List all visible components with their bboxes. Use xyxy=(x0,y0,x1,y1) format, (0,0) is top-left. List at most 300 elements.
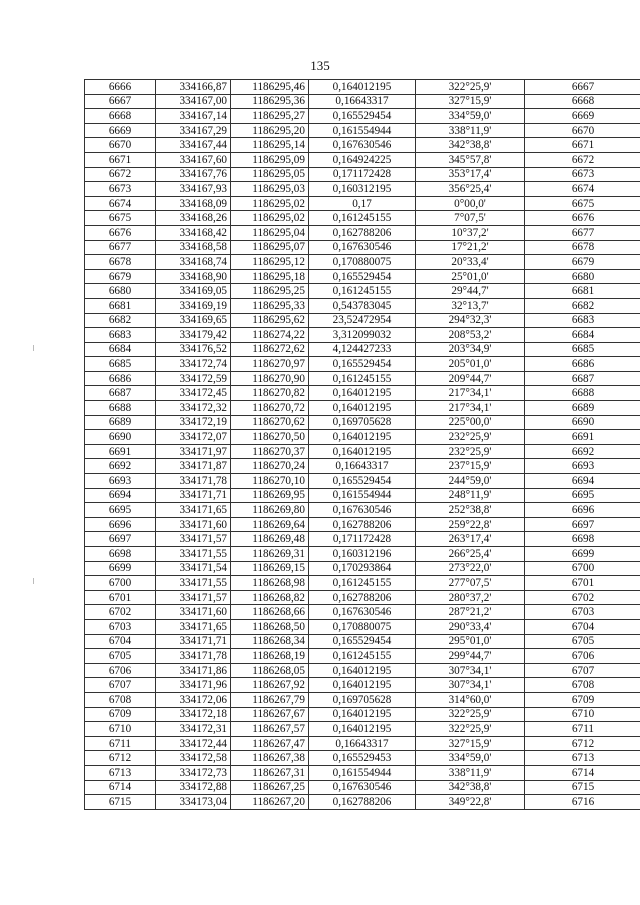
y-coordinate-cell: 1186270,90 xyxy=(231,371,309,386)
y-coordinate-cell: 1186268,82 xyxy=(231,590,309,605)
point-to-cell: 6680 xyxy=(525,269,640,284)
y-coordinate-cell: 1186272,62 xyxy=(231,342,309,357)
y-coordinate-cell: 1186270,10 xyxy=(231,474,309,489)
y-coordinate-cell: 1186269,80 xyxy=(231,503,309,518)
bearing-cell: 338°11,9' xyxy=(416,765,525,780)
point-to-cell: 6673 xyxy=(525,167,640,182)
x-coordinate-cell: 334168,26 xyxy=(156,211,231,226)
table-row xyxy=(85,722,640,737)
point-to-cell: 6701 xyxy=(525,576,640,591)
margin-mark xyxy=(33,578,34,584)
y-coordinate-cell: 1186295,20 xyxy=(231,123,309,138)
y-coordinate-cell: 1186270,72 xyxy=(231,401,309,416)
distance-cell: 0,171172428 xyxy=(309,532,416,547)
table-row xyxy=(85,678,640,693)
y-coordinate-cell: 1186295,02 xyxy=(231,211,309,226)
x-coordinate-cell: 334168,74 xyxy=(156,255,231,270)
x-coordinate-cell: 334171,60 xyxy=(156,605,231,620)
table-row xyxy=(85,284,640,299)
distance-cell: 0,165529454 xyxy=(309,269,416,284)
x-coordinate-cell: 334168,42 xyxy=(156,225,231,240)
table-row xyxy=(85,532,640,547)
table-row xyxy=(85,415,640,430)
table-row xyxy=(85,357,640,372)
x-coordinate-cell: 334171,78 xyxy=(156,474,231,489)
distance-cell: 0,167630546 xyxy=(309,503,416,518)
bearing-cell: 205°01,0' xyxy=(416,357,525,372)
bearing-cell: 209°44,7' xyxy=(416,371,525,386)
y-coordinate-cell: 1186268,98 xyxy=(231,576,309,591)
y-coordinate-cell: 1186295,62 xyxy=(231,313,309,328)
point-from-cell: 6684 xyxy=(85,342,156,357)
bearing-cell: 7°07,5' xyxy=(416,211,525,226)
distance-cell: 0,164012195 xyxy=(309,401,416,416)
bearing-cell: 280°37,2' xyxy=(416,590,525,605)
point-to-cell: 6697 xyxy=(525,517,640,532)
y-coordinate-cell: 1186295,02 xyxy=(231,196,309,211)
table-row xyxy=(85,547,640,562)
y-coordinate-cell: 1186267,47 xyxy=(231,736,309,751)
point-from-cell: 6706 xyxy=(85,663,156,678)
distance-cell: 0,171172428 xyxy=(309,167,416,182)
point-to-cell: 6672 xyxy=(525,152,640,167)
table-row xyxy=(85,138,640,153)
point-from-cell: 6687 xyxy=(85,386,156,401)
table-row xyxy=(85,342,640,357)
point-to-cell: 6693 xyxy=(525,459,640,474)
point-from-cell: 6703 xyxy=(85,619,156,634)
y-coordinate-cell: 1186295,03 xyxy=(231,182,309,197)
point-from-cell: 6711 xyxy=(85,736,156,751)
point-to-cell: 6694 xyxy=(525,474,640,489)
y-coordinate-cell: 1186268,05 xyxy=(231,663,309,678)
point-to-cell: 6676 xyxy=(525,211,640,226)
distance-cell: 0,169705628 xyxy=(309,692,416,707)
distance-cell: 0,164012195 xyxy=(309,444,416,459)
distance-cell: 0,16643317 xyxy=(309,459,416,474)
point-from-cell: 6704 xyxy=(85,634,156,649)
bearing-cell: 353°17,4' xyxy=(416,167,525,182)
distance-cell: 0,167630546 xyxy=(309,138,416,153)
bearing-cell: 0°00,0' xyxy=(416,196,525,211)
point-from-cell: 6689 xyxy=(85,415,156,430)
distance-cell: 0,164012195 xyxy=(309,722,416,737)
point-to-cell: 6670 xyxy=(525,123,640,138)
point-from-cell: 6670 xyxy=(85,138,156,153)
bearing-cell: 277°07,5' xyxy=(416,576,525,591)
distance-cell: 0,167630546 xyxy=(309,780,416,795)
coordinates-table-body xyxy=(85,80,640,810)
x-coordinate-cell: 334171,57 xyxy=(156,532,231,547)
y-coordinate-cell: 1186267,25 xyxy=(231,780,309,795)
y-coordinate-cell: 1186295,33 xyxy=(231,298,309,313)
point-to-cell: 6667 xyxy=(525,80,640,95)
distance-cell: 0,17 xyxy=(309,196,416,211)
point-from-cell: 6709 xyxy=(85,707,156,722)
x-coordinate-cell: 334171,55 xyxy=(156,576,231,591)
distance-cell: 0,165529454 xyxy=(309,357,416,372)
distance-cell: 0,161245155 xyxy=(309,576,416,591)
y-coordinate-cell: 1186274,22 xyxy=(231,328,309,343)
x-coordinate-cell: 334167,76 xyxy=(156,167,231,182)
point-from-cell: 6697 xyxy=(85,532,156,547)
point-from-cell: 6692 xyxy=(85,459,156,474)
y-coordinate-cell: 1186295,14 xyxy=(231,138,309,153)
table-row xyxy=(85,196,640,211)
y-coordinate-cell: 1186267,20 xyxy=(231,795,309,810)
bearing-cell: 314°60,0' xyxy=(416,692,525,707)
x-coordinate-cell: 334172,06 xyxy=(156,692,231,707)
point-from-cell: 6680 xyxy=(85,284,156,299)
table-row xyxy=(85,780,640,795)
point-from-cell: 6708 xyxy=(85,692,156,707)
point-from-cell: 6681 xyxy=(85,298,156,313)
y-coordinate-cell: 1186295,07 xyxy=(231,240,309,255)
point-from-cell: 6701 xyxy=(85,590,156,605)
bearing-cell: 225°00,0' xyxy=(416,415,525,430)
x-coordinate-cell: 334172,74 xyxy=(156,357,231,372)
x-coordinate-cell: 334172,19 xyxy=(156,415,231,430)
x-coordinate-cell: 334166,87 xyxy=(156,80,231,95)
x-coordinate-cell: 334171,71 xyxy=(156,634,231,649)
x-coordinate-cell: 334172,58 xyxy=(156,751,231,766)
table-row xyxy=(85,751,640,766)
bearing-cell: 342°38,8' xyxy=(416,138,525,153)
table-row xyxy=(85,692,640,707)
x-coordinate-cell: 334179,42 xyxy=(156,328,231,343)
y-coordinate-cell: 1186268,34 xyxy=(231,634,309,649)
y-coordinate-cell: 1186295,46 xyxy=(231,80,309,95)
table-row xyxy=(85,576,640,591)
x-coordinate-cell: 334168,09 xyxy=(156,196,231,211)
coordinates-table xyxy=(84,79,640,810)
point-to-cell: 6668 xyxy=(525,94,640,109)
x-coordinate-cell: 334167,60 xyxy=(156,152,231,167)
point-from-cell: 6698 xyxy=(85,547,156,562)
y-coordinate-cell: 1186268,50 xyxy=(231,619,309,634)
bearing-cell: 263°17,4' xyxy=(416,532,525,547)
point-from-cell: 6688 xyxy=(85,401,156,416)
bearing-cell: 232°25,9' xyxy=(416,444,525,459)
bearing-cell: 20°33,4' xyxy=(416,255,525,270)
x-coordinate-cell: 334172,32 xyxy=(156,401,231,416)
distance-cell: 0,162788206 xyxy=(309,517,416,532)
point-from-cell: 6674 xyxy=(85,196,156,211)
distance-cell: 0,164012195 xyxy=(309,80,416,95)
point-to-cell: 6708 xyxy=(525,678,640,693)
table-row xyxy=(85,488,640,503)
table-row xyxy=(85,167,640,182)
table-row xyxy=(85,605,640,620)
point-from-cell: 6669 xyxy=(85,123,156,138)
table-row xyxy=(85,474,640,489)
point-from-cell: 6677 xyxy=(85,240,156,255)
y-coordinate-cell: 1186295,36 xyxy=(231,94,309,109)
distance-cell: 0,164012195 xyxy=(309,663,416,678)
bearing-cell: 287°21,2' xyxy=(416,605,525,620)
x-coordinate-cell: 334167,44 xyxy=(156,138,231,153)
bearing-cell: 273°22,0' xyxy=(416,561,525,576)
y-coordinate-cell: 1186269,15 xyxy=(231,561,309,576)
x-coordinate-cell: 334171,97 xyxy=(156,444,231,459)
table-row xyxy=(85,707,640,722)
y-coordinate-cell: 1186270,37 xyxy=(231,444,309,459)
bearing-cell: 327°15,9' xyxy=(416,94,525,109)
x-coordinate-cell: 334172,45 xyxy=(156,386,231,401)
point-from-cell: 6691 xyxy=(85,444,156,459)
point-from-cell: 6710 xyxy=(85,722,156,737)
distance-cell: 0,161245155 xyxy=(309,371,416,386)
distance-cell: 0,164012195 xyxy=(309,707,416,722)
distance-cell: 0,16643317 xyxy=(309,94,416,109)
x-coordinate-cell: 334172,88 xyxy=(156,780,231,795)
x-coordinate-cell: 334171,54 xyxy=(156,561,231,576)
point-from-cell: 6667 xyxy=(85,94,156,109)
table-row xyxy=(85,765,640,780)
bearing-cell: 25°01,0' xyxy=(416,269,525,284)
y-coordinate-cell: 1186295,27 xyxy=(231,109,309,124)
bearing-cell: 208°53,2' xyxy=(416,328,525,343)
bearing-cell: 307°34,1' xyxy=(416,663,525,678)
point-to-cell: 6698 xyxy=(525,532,640,547)
y-coordinate-cell: 1186269,48 xyxy=(231,532,309,547)
x-coordinate-cell: 334171,78 xyxy=(156,649,231,664)
bearing-cell: 217°34,1' xyxy=(416,386,525,401)
point-to-cell: 6669 xyxy=(525,109,640,124)
distance-cell: 0,161245155 xyxy=(309,649,416,664)
distance-cell: 0,164012195 xyxy=(309,678,416,693)
point-from-cell: 6668 xyxy=(85,109,156,124)
y-coordinate-cell: 1186267,92 xyxy=(231,678,309,693)
y-coordinate-cell: 1186267,31 xyxy=(231,765,309,780)
x-coordinate-cell: 334169,19 xyxy=(156,298,231,313)
point-from-cell: 6672 xyxy=(85,167,156,182)
x-coordinate-cell: 334167,00 xyxy=(156,94,231,109)
point-from-cell: 6694 xyxy=(85,488,156,503)
distance-cell: 0,543783045 xyxy=(309,298,416,313)
point-to-cell: 6696 xyxy=(525,503,640,518)
point-from-cell: 6683 xyxy=(85,328,156,343)
point-to-cell: 6677 xyxy=(525,225,640,240)
bearing-cell: 259°22,8' xyxy=(416,517,525,532)
distance-cell: 0,170293864 xyxy=(309,561,416,576)
point-from-cell: 6707 xyxy=(85,678,156,693)
point-to-cell: 6695 xyxy=(525,488,640,503)
distance-cell: 0,161554944 xyxy=(309,488,416,503)
distance-cell: 0,160312195 xyxy=(309,182,416,197)
point-from-cell: 6676 xyxy=(85,225,156,240)
point-to-cell: 6679 xyxy=(525,255,640,270)
table-row xyxy=(85,225,640,240)
table-row xyxy=(85,371,640,386)
point-to-cell: 6710 xyxy=(525,707,640,722)
point-to-cell: 6678 xyxy=(525,240,640,255)
distance-cell: 0,162788206 xyxy=(309,225,416,240)
table-row xyxy=(85,313,640,328)
point-to-cell: 6690 xyxy=(525,415,640,430)
bearing-cell: 217°34,1' xyxy=(416,401,525,416)
distance-cell: 0,162788206 xyxy=(309,795,416,810)
point-to-cell: 6682 xyxy=(525,298,640,313)
x-coordinate-cell: 334171,86 xyxy=(156,663,231,678)
y-coordinate-cell: 1186270,82 xyxy=(231,386,309,401)
point-to-cell: 6700 xyxy=(525,561,640,576)
table-row xyxy=(85,94,640,109)
table-row xyxy=(85,269,640,284)
y-coordinate-cell: 1186295,12 xyxy=(231,255,309,270)
y-coordinate-cell: 1186267,57 xyxy=(231,722,309,737)
point-to-cell: 6699 xyxy=(525,547,640,562)
x-coordinate-cell: 334171,96 xyxy=(156,678,231,693)
distance-cell: 0,161245155 xyxy=(309,284,416,299)
table-row xyxy=(85,590,640,605)
y-coordinate-cell: 1186295,18 xyxy=(231,269,309,284)
bearing-cell: 299°44,7' xyxy=(416,649,525,664)
x-coordinate-cell: 334171,65 xyxy=(156,503,231,518)
distance-cell: 0,165529454 xyxy=(309,634,416,649)
x-coordinate-cell: 334172,44 xyxy=(156,736,231,751)
distance-cell: 0,165529454 xyxy=(309,109,416,124)
point-to-cell: 6674 xyxy=(525,182,640,197)
bearing-cell: 203°34,9' xyxy=(416,342,525,357)
bearing-cell: 295°01,0' xyxy=(416,634,525,649)
bearing-cell: 290°33,4' xyxy=(416,619,525,634)
bearing-cell: 349°22,8' xyxy=(416,795,525,810)
distance-cell: 0,165529453 xyxy=(309,751,416,766)
bearing-cell: 266°25,4' xyxy=(416,547,525,562)
point-from-cell: 6685 xyxy=(85,357,156,372)
point-to-cell: 6703 xyxy=(525,605,640,620)
point-from-cell: 6714 xyxy=(85,780,156,795)
point-to-cell: 6715 xyxy=(525,780,640,795)
x-coordinate-cell: 334168,90 xyxy=(156,269,231,284)
point-to-cell: 6684 xyxy=(525,328,640,343)
x-coordinate-cell: 334172,07 xyxy=(156,430,231,445)
point-to-cell: 6706 xyxy=(525,649,640,664)
y-coordinate-cell: 1186270,50 xyxy=(231,430,309,445)
point-from-cell: 6699 xyxy=(85,561,156,576)
table-row xyxy=(85,240,640,255)
point-to-cell: 6691 xyxy=(525,430,640,445)
x-coordinate-cell: 334171,57 xyxy=(156,590,231,605)
distance-cell: 0,160312196 xyxy=(309,547,416,562)
bearing-cell: 322°25,9' xyxy=(416,707,525,722)
table-row xyxy=(85,182,640,197)
distance-cell: 0,167630546 xyxy=(309,605,416,620)
y-coordinate-cell: 1186295,09 xyxy=(231,152,309,167)
point-from-cell: 6675 xyxy=(85,211,156,226)
y-coordinate-cell: 1186267,38 xyxy=(231,751,309,766)
point-to-cell: 6714 xyxy=(525,765,640,780)
point-to-cell: 6702 xyxy=(525,590,640,605)
y-coordinate-cell: 1186270,62 xyxy=(231,415,309,430)
bearing-cell: 345°57,8' xyxy=(416,152,525,167)
y-coordinate-cell: 1186268,66 xyxy=(231,605,309,620)
x-coordinate-cell: 334171,60 xyxy=(156,517,231,532)
point-from-cell: 6705 xyxy=(85,649,156,664)
x-coordinate-cell: 334172,18 xyxy=(156,707,231,722)
point-to-cell: 6683 xyxy=(525,313,640,328)
bearing-cell: 17°21,2' xyxy=(416,240,525,255)
point-to-cell: 6687 xyxy=(525,371,640,386)
distance-cell: 0,162788206 xyxy=(309,590,416,605)
x-coordinate-cell: 334169,05 xyxy=(156,284,231,299)
x-coordinate-cell: 334167,14 xyxy=(156,109,231,124)
point-to-cell: 6713 xyxy=(525,751,640,766)
y-coordinate-cell: 1186268,19 xyxy=(231,649,309,664)
table-row xyxy=(85,444,640,459)
y-coordinate-cell: 1186295,05 xyxy=(231,167,309,182)
x-coordinate-cell: 334171,65 xyxy=(156,619,231,634)
point-from-cell: 6693 xyxy=(85,474,156,489)
x-coordinate-cell: 334167,93 xyxy=(156,182,231,197)
point-to-cell: 6716 xyxy=(525,795,640,810)
x-coordinate-cell: 334176,52 xyxy=(156,342,231,357)
distance-cell: 0,161554944 xyxy=(309,765,416,780)
point-to-cell: 6711 xyxy=(525,722,640,737)
distance-cell: 3,312099032 xyxy=(309,328,416,343)
point-from-cell: 6702 xyxy=(85,605,156,620)
point-from-cell: 6673 xyxy=(85,182,156,197)
x-coordinate-cell: 334171,55 xyxy=(156,547,231,562)
bearing-cell: 237°15,9' xyxy=(416,459,525,474)
point-from-cell: 6671 xyxy=(85,152,156,167)
table-row xyxy=(85,561,640,576)
x-coordinate-cell: 334171,87 xyxy=(156,459,231,474)
x-coordinate-cell: 334172,73 xyxy=(156,765,231,780)
table-row xyxy=(85,298,640,313)
bearing-cell: 32°13,7' xyxy=(416,298,525,313)
table-row xyxy=(85,736,640,751)
y-coordinate-cell: 1186295,25 xyxy=(231,284,309,299)
point-to-cell: 6712 xyxy=(525,736,640,751)
y-coordinate-cell: 1186270,97 xyxy=(231,357,309,372)
bearing-cell: 322°25,9' xyxy=(416,80,525,95)
point-to-cell: 6705 xyxy=(525,634,640,649)
table-row xyxy=(85,634,640,649)
point-to-cell: 6681 xyxy=(525,284,640,299)
bearing-cell: 307°34,1' xyxy=(416,678,525,693)
table-row xyxy=(85,517,640,532)
point-from-cell: 6696 xyxy=(85,517,156,532)
table-row xyxy=(85,123,640,138)
table-row xyxy=(85,255,640,270)
x-coordinate-cell: 334169,65 xyxy=(156,313,231,328)
page-number: 135 xyxy=(310,58,330,73)
y-coordinate-cell: 1186269,95 xyxy=(231,488,309,503)
table-row xyxy=(85,386,640,401)
y-coordinate-cell: 1186295,04 xyxy=(231,225,309,240)
bearing-cell: 29°44,7' xyxy=(416,284,525,299)
table-row xyxy=(85,459,640,474)
margin-mark xyxy=(33,345,34,351)
distance-cell: 0,164012195 xyxy=(309,430,416,445)
point-from-cell: 6713 xyxy=(85,765,156,780)
point-to-cell: 6692 xyxy=(525,444,640,459)
y-coordinate-cell: 1186267,79 xyxy=(231,692,309,707)
y-coordinate-cell: 1186270,24 xyxy=(231,459,309,474)
bearing-cell: 244°59,0' xyxy=(416,474,525,489)
point-to-cell: 6707 xyxy=(525,663,640,678)
table-row xyxy=(85,503,640,518)
bearing-cell: 252°38,8' xyxy=(416,503,525,518)
bearing-cell: 232°25,9' xyxy=(416,430,525,445)
point-from-cell: 6666 xyxy=(85,80,156,95)
distance-cell: 0,16643317 xyxy=(309,736,416,751)
distance-cell: 0,164012195 xyxy=(309,386,416,401)
point-from-cell: 6712 xyxy=(85,751,156,766)
distance-cell: 0,167630546 xyxy=(309,240,416,255)
